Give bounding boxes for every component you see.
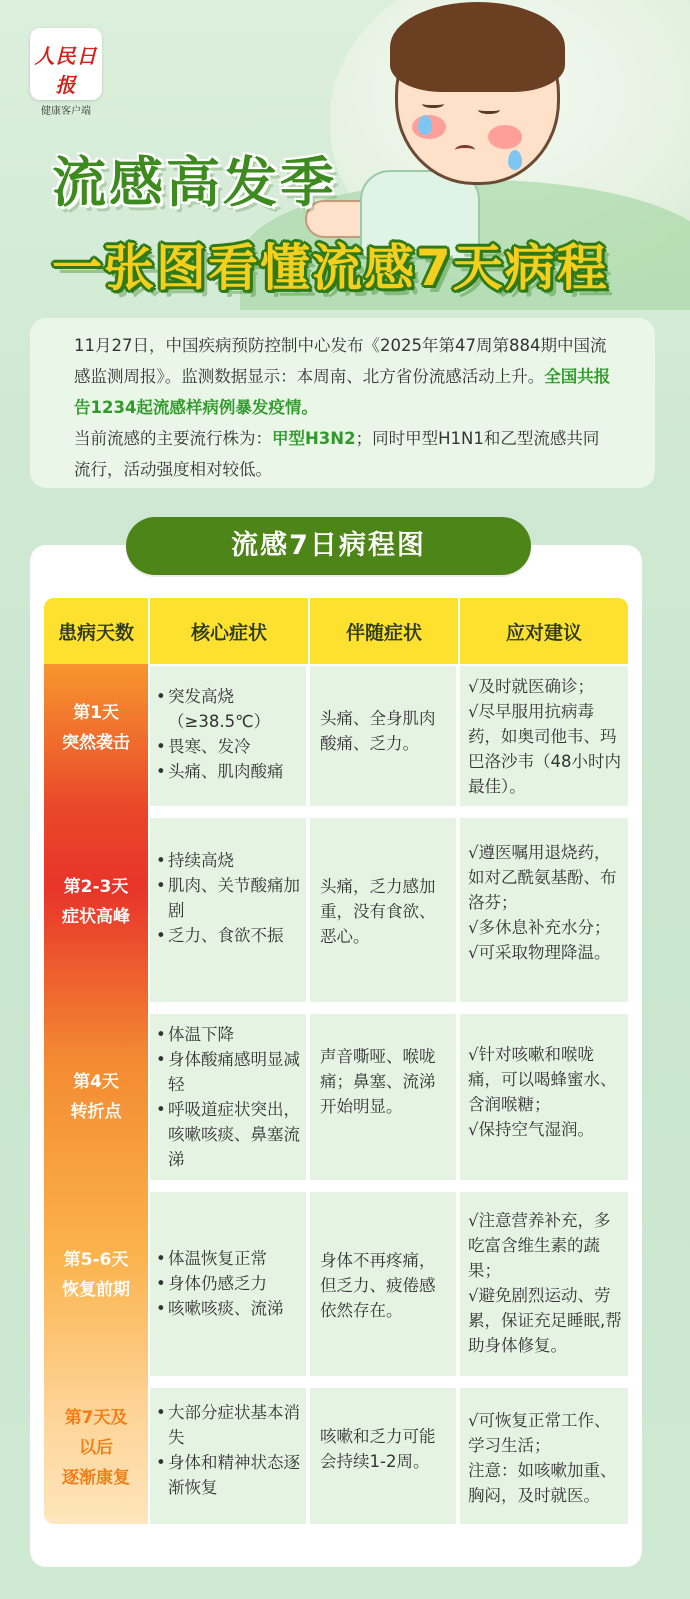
- day-stage: 恢复前期: [62, 1280, 130, 1300]
- logo-subtitle: 健康客户端: [41, 106, 91, 117]
- advice-item: √保持空气湿润。: [468, 1120, 595, 1139]
- accomp-text: 咳嗽和乏力可能会持续1-2周。: [320, 1427, 436, 1471]
- intro-text: 11月27日，中国疾病预防控制中心发布《2025年第47周第884期中国流感监测周报》。监测数据显示：本周南、北方省份流感活动上升。: [74, 336, 607, 386]
- chart-title: 流感7日病程图: [126, 517, 531, 575]
- day-number: 第5-6天: [63, 1250, 129, 1270]
- day-stage: 症状高峰: [62, 907, 130, 927]
- intro-highlight: 全国共报告1234起流感样病例暴发疫情。: [74, 367, 611, 417]
- day-number: 第7天及: [64, 1408, 128, 1428]
- core-item: • 身体仍感乏力: [156, 1271, 302, 1296]
- advice-item: √可恢复正常工作、学习生活；: [468, 1411, 611, 1455]
- core-item: • 持续高烧: [156, 848, 302, 873]
- intro-paragraph-1: [74, 330, 615, 423]
- page-title-line1: 流感高发季: [52, 151, 337, 214]
- advice-item: √尽早服用抗病毒药，如奥司他韦、玛巴洛沙韦（48小时内最佳）。: [468, 702, 621, 796]
- accomp-text: 身体不再疼痛，但乏力、疲倦感依然存在。: [320, 1251, 436, 1320]
- eye-illustration: [422, 100, 444, 108]
- advice-item: √多休息补充水分；: [468, 918, 611, 937]
- advice-item: √可采取物理降温。: [468, 943, 611, 962]
- hair-illustration: [390, 2, 565, 92]
- tear-icon: [508, 150, 522, 170]
- core-item: • 体温下降: [156, 1022, 302, 1047]
- day-label: [44, 1403, 148, 1493]
- day-stage: 突然袭击: [62, 733, 130, 753]
- accomp-text: 头痛，乏力感加重，没有食欲、恶心。: [320, 877, 436, 946]
- day-number: 第2-3天: [63, 877, 129, 897]
- accomp-cell: [310, 818, 456, 1002]
- core-item: • 身体和精神状态逐渐恢复: [156, 1450, 302, 1500]
- core-cell: [150, 1192, 306, 1376]
- advice-item: 注意：如咳嗽加重、胸闷，及时就医。: [468, 1461, 617, 1505]
- core-item: • 咳嗽咳痰、流涕: [156, 1296, 302, 1321]
- core-cell: [150, 1388, 306, 1524]
- page-title-line2: 一张图看懂流感7天病程: [52, 239, 609, 297]
- core-item: • 体温恢复正常: [156, 1246, 302, 1271]
- accomp-cell: [310, 666, 456, 806]
- core-item: • 乏力、食欲不振: [156, 923, 302, 948]
- strain-highlight: 甲型H3N2: [272, 429, 356, 448]
- accomp-text: 声音嘶哑、喉咙痛；鼻塞、流涕开始明显。: [320, 1047, 436, 1116]
- core-item: • 畏寒、发冷: [156, 734, 302, 759]
- day-label: [44, 1245, 148, 1305]
- advice-cell: [460, 1014, 628, 1180]
- core-cell: [150, 818, 306, 1002]
- core-item: • 身体酸痛感明显减轻: [156, 1047, 302, 1097]
- core-item: • 呼吸道症状突出，咳嗽咳痰、鼻塞流涕: [156, 1097, 302, 1172]
- advice-cell: [460, 1192, 628, 1376]
- advice-item: √及时就医确诊；: [468, 677, 595, 696]
- logo: [30, 28, 102, 117]
- header-accomp: 伴随症状: [308, 598, 458, 664]
- core-item: • 突发高烧（≥38.5℃）: [156, 684, 302, 734]
- advice-item: √遵医嘱用退烧药，如对乙酰氨基酚、布洛芬；: [468, 843, 617, 912]
- eye-illustration: [478, 106, 500, 114]
- advice-cell: [460, 666, 628, 806]
- advice-item: √针对咳嗽和喉咙痛，可以喝蜂蜜水、含润喉糖；: [468, 1045, 617, 1114]
- core-item: • 大部分症状基本消失: [156, 1400, 302, 1450]
- advice-item: √注意营养补充，多吃富含维生素的蔬果；: [468, 1211, 611, 1280]
- header-days: 患病天数: [44, 598, 148, 664]
- core-item: • 肌肉、关节酸痛加剧: [156, 873, 302, 923]
- advice-cell: [460, 1388, 628, 1524]
- core-item: • 头痛、肌肉酸痛: [156, 759, 302, 784]
- day-number: 第4天: [73, 1072, 119, 1092]
- intro-box: [30, 318, 655, 488]
- core-cell: [150, 1014, 306, 1180]
- intro-text: 当前流感的主要流行株为：: [74, 429, 272, 448]
- logo-name: 人民日报: [34, 44, 98, 97]
- core-cell: [150, 666, 306, 806]
- day-label: [44, 1067, 148, 1127]
- accomp-text: 头痛、全身肌肉酸痛、乏力。: [320, 709, 436, 753]
- tear-icon: [418, 115, 432, 135]
- day-number: 第1天: [73, 703, 119, 723]
- advice-cell: [460, 818, 628, 1002]
- day-label: [44, 872, 148, 932]
- header-core: 核心症状: [148, 598, 308, 664]
- intro-paragraph-2: [74, 423, 615, 485]
- accomp-cell: [310, 1014, 456, 1180]
- cheek-illustration: [488, 125, 522, 149]
- day-number-cont: 以后: [79, 1438, 113, 1458]
- day-stage: 转折点: [70, 1102, 122, 1122]
- mouth-illustration: [455, 145, 475, 155]
- advice-item: √避免剧烈运动、劳累，保证充足睡眠,帮助身体修复。: [468, 1286, 622, 1355]
- accomp-cell: [310, 1388, 456, 1524]
- day-stage: 逐渐康复: [62, 1468, 130, 1488]
- header-advice: 应对建议: [458, 598, 628, 664]
- day-label: [44, 698, 148, 758]
- intro-text: ；同时甲型H1N1和乙型流感共同流行，活动强度相对较低。: [74, 429, 600, 479]
- accomp-cell: [310, 1192, 456, 1376]
